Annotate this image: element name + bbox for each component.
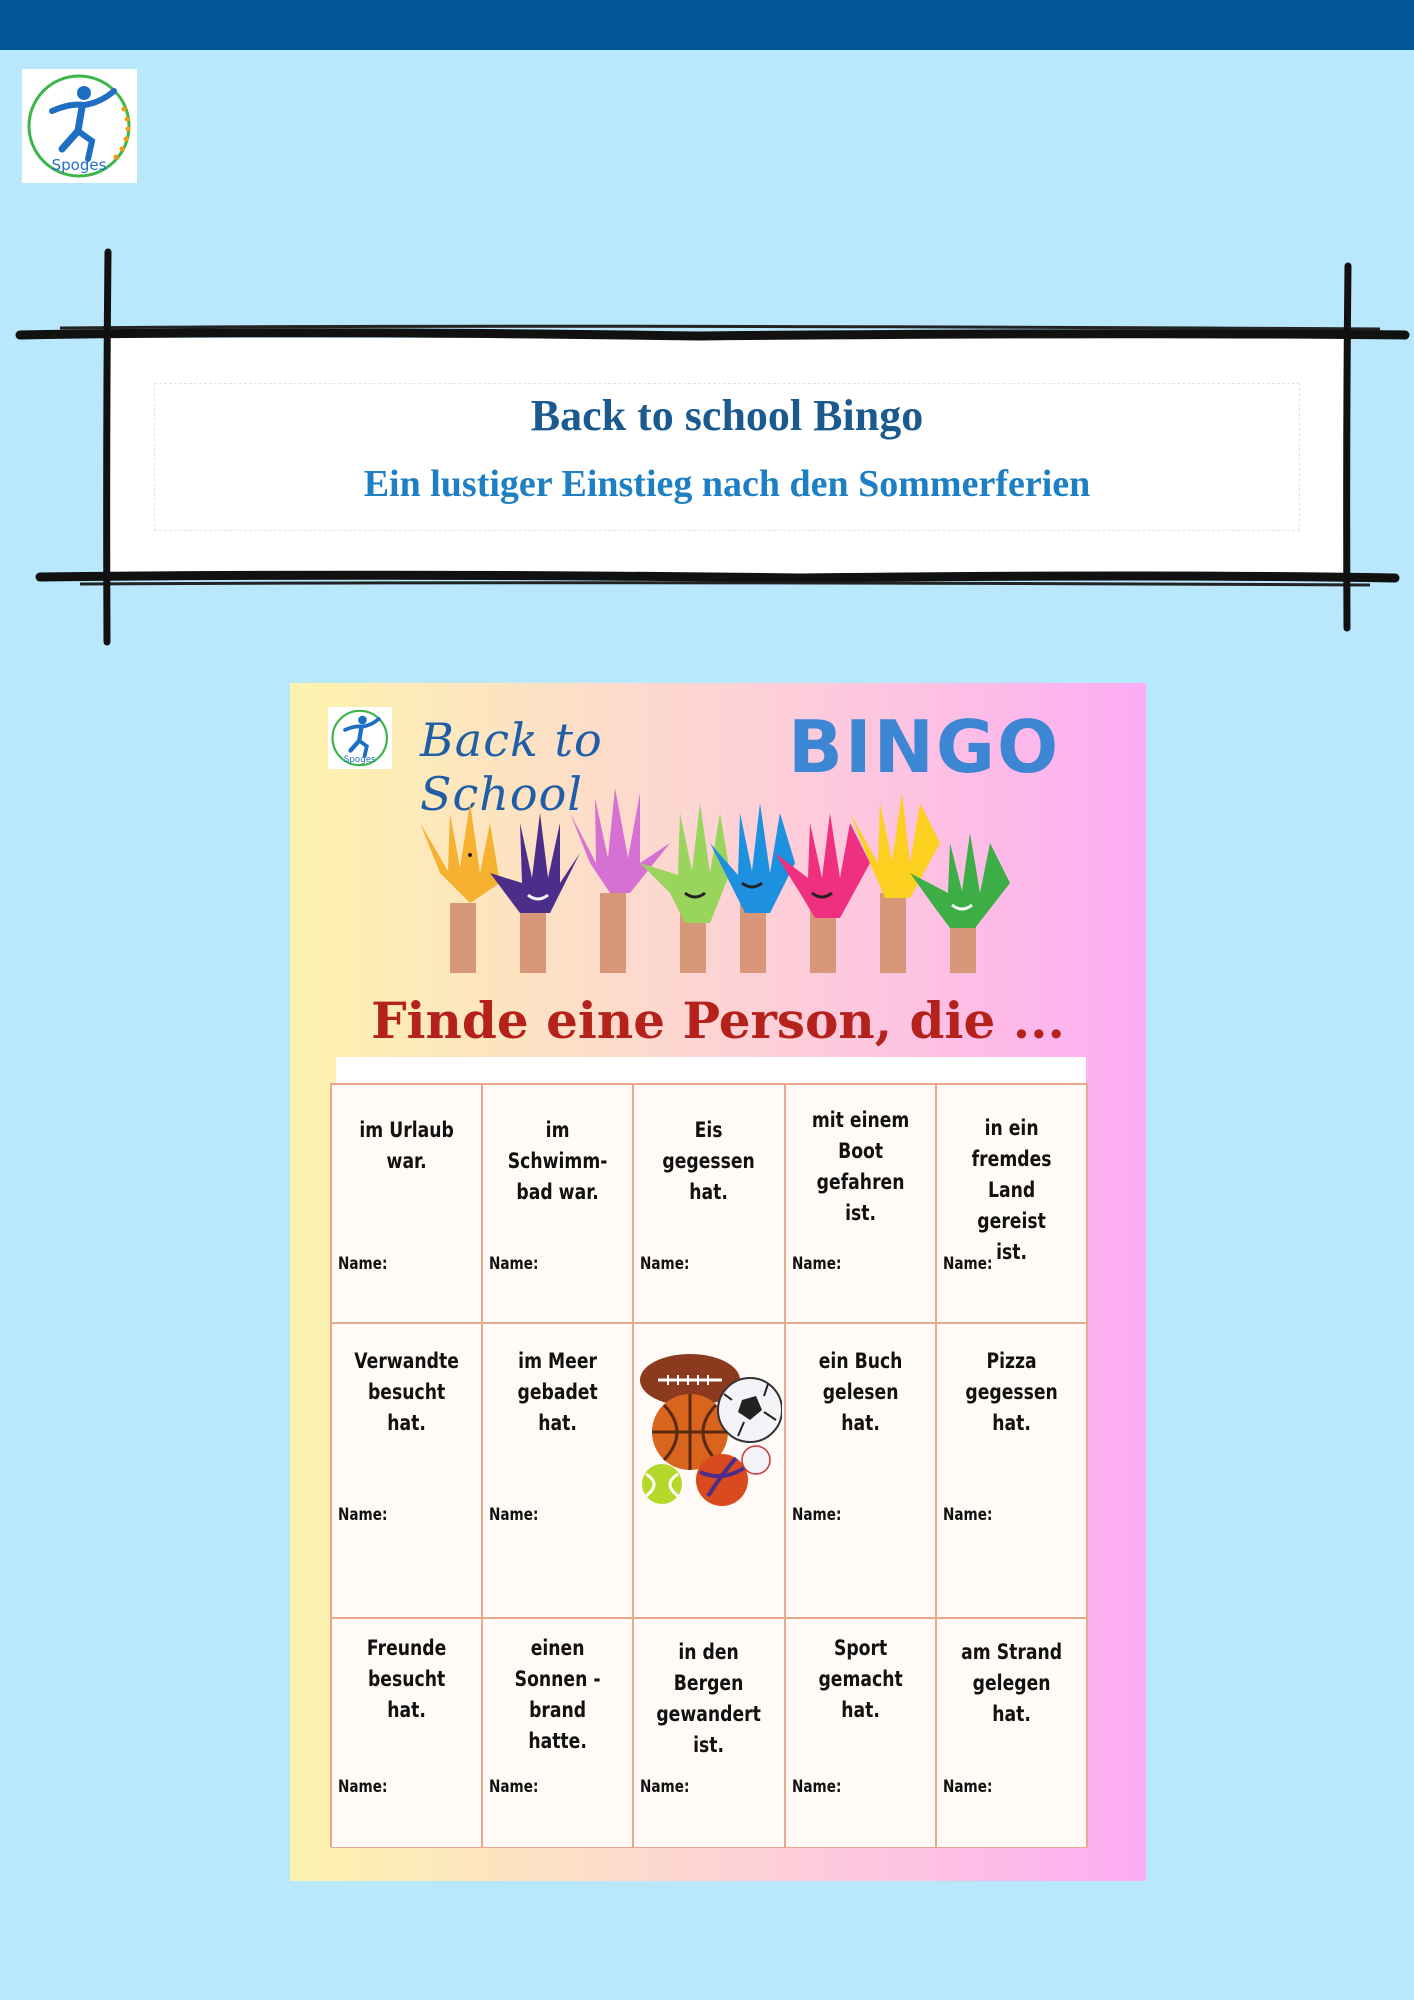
name-label: Name: [489,1254,539,1274]
bingo-cell[interactable] [633,1618,784,1848]
bingo-cell[interactable] [331,1084,482,1323]
page-title: Back to school Bingo [530,391,924,440]
name-label: Name: [489,1505,539,1525]
bingo-card [290,683,1146,1881]
bingo-heading: BINGO [788,705,1061,789]
bingo-cell[interactable] [785,1618,936,1848]
name-label: Name: [640,1777,690,1797]
bingo-cell-text: in den Bergen gewandert ist. [656,1640,762,1757]
bingo-cell-text: Freunde besucht hat. [366,1636,447,1722]
page-subtitle: Ein lustiger Einstieg nach den Sommerferien [363,463,1091,505]
bingo-cell-text: im Urlaub war. [359,1118,454,1173]
bingo-cell[interactable] [633,1084,784,1323]
bingo-cell-text: Pizza gegessen hat. [965,1349,1058,1435]
name-label: Name: [640,1254,690,1274]
bingo-cell-text: am Strand gelegen hat. [960,1640,1062,1726]
bingo-cell-text: in ein fremdes Land gereist ist. [971,1116,1052,1264]
bingo-cell-text: im Meer gebadet hat. [517,1349,598,1435]
bingo-cell[interactable] [331,1323,482,1618]
bingo-cell-text: Sport gemacht hat. [818,1636,903,1722]
spoges-logo-icon [328,707,392,769]
name-label: Name: [338,1505,388,1525]
find-person-heading: Finde eine Person, die ... [371,991,1065,1050]
sports-balls-icon [638,1350,782,1510]
name-label: Name: [942,1777,993,1797]
name-label: Name: [489,1777,539,1797]
bingo-cell-text: Verwandte besucht hat. [354,1349,459,1435]
bingo-cell[interactable] [482,1323,633,1618]
card-script-title: Back to School [420,713,603,821]
bingo-cell[interactable] [482,1618,633,1848]
bingo-cell-text: Eis gegessen hat. [662,1118,756,1204]
svg-text:Spoges: Spoges [51,156,107,174]
colorful-hands-icon [410,783,1030,973]
brush-frame [0,240,1414,650]
name-label: Name: [942,1254,993,1274]
name-label: Name: [791,1254,841,1274]
bingo-cell[interactable] [936,1084,1087,1323]
bingo-cell[interactable] [785,1084,936,1323]
name-label: Name: [791,1505,841,1525]
bingo-grid [330,1083,1088,1847]
bingo-cell-text: ein Buch gelesen hat. [818,1349,903,1435]
bingo-cell[interactable] [331,1618,482,1848]
name-label: Name: [791,1777,841,1797]
name-label: Name: [338,1777,388,1797]
card-logo [328,707,392,769]
bingo-cell-center[interactable] [633,1323,784,1618]
name-label: Name: [942,1505,993,1525]
bingo-cell-text: einen Sonnen - brand hatte. [514,1636,601,1753]
spoges-logo [22,69,137,183]
bingo-cell-text: mit einem Boot gefahren ist. [811,1108,909,1225]
top-bar [0,0,1414,50]
name-label: Name: [338,1254,388,1274]
bingo-cell[interactable] [936,1323,1087,1618]
spoges-logo-icon [22,69,137,183]
bingo-cell[interactable] [482,1084,633,1323]
bingo-cell[interactable] [936,1618,1087,1848]
svg-text:Spoges: Spoges [343,754,376,765]
bingo-cell[interactable] [785,1323,936,1618]
bingo-cell-text: im Schwimm- bad war. [507,1118,608,1204]
